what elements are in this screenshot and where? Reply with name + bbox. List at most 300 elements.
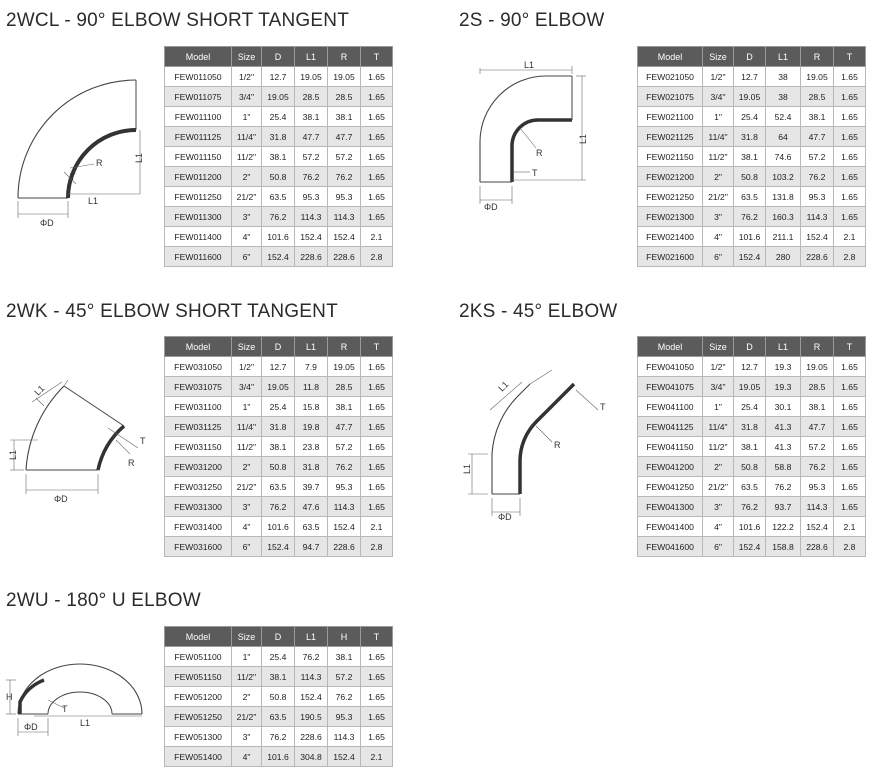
table-cell-r: 47.7 [328, 417, 361, 437]
table-cell-l1: 304.8 [295, 747, 328, 767]
table-cell-t: 1.65 [834, 207, 866, 227]
label-length: L1 [32, 383, 47, 398]
table-cell-size: 21/2" [232, 187, 262, 207]
table-cell-t: 1.65 [834, 87, 866, 107]
table-cell-r: 19.05 [801, 67, 834, 87]
table-cell-r: 95.3 [801, 477, 834, 497]
table-cell-l1: 94.7 [295, 537, 328, 557]
table-cell-d: 25.4 [262, 647, 295, 667]
table-cell-size: 2" [703, 457, 734, 477]
column-header-size: Size [232, 47, 262, 67]
table-cell-model: FEW041050 [638, 357, 703, 377]
table-cell-size: 2" [232, 167, 262, 187]
table-cell-model: FEW011150 [165, 147, 232, 167]
table-cell-t: 2.8 [361, 537, 393, 557]
table-cell-r: 228.6 [328, 247, 361, 267]
table-row [638, 187, 866, 207]
table-cell-t: 1.65 [361, 687, 393, 707]
table-cell-l1: 15.8 [295, 397, 328, 417]
table-cell-t: 1.65 [361, 647, 393, 667]
table-cell-model: FEW041400 [638, 517, 703, 537]
table-cell-size: 1" [703, 107, 734, 127]
table-cell-r: 228.6 [801, 247, 834, 267]
table-cell-d: 12.7 [262, 357, 295, 377]
table-row [165, 247, 393, 267]
table-cell-size: 3/4" [232, 87, 262, 107]
table-cell-r: 114.3 [801, 497, 834, 517]
table-cell-size: 21/2" [703, 187, 734, 207]
table-cell-size: 3" [232, 497, 262, 517]
column-header-r: R [328, 337, 361, 357]
table-cell-l1: 31.8 [295, 457, 328, 477]
table-row [638, 357, 866, 377]
table-row [638, 167, 866, 187]
table-cell-model: FEW021150 [638, 147, 703, 167]
table-cell-t: 1.65 [834, 127, 866, 147]
table-cell-r: 114.3 [801, 207, 834, 227]
table-cell-r: 19.05 [328, 67, 361, 87]
column-header-d: D [262, 627, 295, 647]
table-cell-model: FEW011075 [165, 87, 232, 107]
table-cell-model: FEW041075 [638, 377, 703, 397]
table-cell-r: 57.2 [801, 437, 834, 457]
label-length-vertical: L1 [134, 152, 144, 163]
table-cell-l1: 228.6 [295, 727, 328, 747]
table-row [165, 537, 393, 557]
table-row [638, 127, 866, 147]
table-cell-l1: 211.1 [766, 227, 801, 247]
table-cell-l1: 38 [766, 87, 801, 107]
label-thickness: T [600, 402, 606, 412]
table-cell-model: FEW031050 [165, 357, 232, 377]
table-cell-r: 114.3 [328, 207, 361, 227]
table-cell-l1: 19.8 [295, 417, 328, 437]
table-cell-t: 1.65 [361, 397, 393, 417]
table-cell-l1: 152.4 [295, 227, 328, 247]
table-row [165, 227, 393, 247]
table-cell-l1: 122.2 [766, 517, 801, 537]
table-cell-l1: 76.2 [766, 477, 801, 497]
table-cell-r: 95.3 [328, 187, 361, 207]
table-cell-model: FEW021050 [638, 67, 703, 87]
table-cell-model: FEW031400 [165, 517, 232, 537]
table-cell-model: FEW021250 [638, 187, 703, 207]
table-cell-size: 11/2" [703, 147, 734, 167]
table-cell-t: 1.65 [361, 457, 393, 477]
table-cell-h: 76.2 [328, 687, 361, 707]
table-cell-model: FEW011125 [165, 127, 232, 147]
table-row [165, 127, 393, 147]
table-cell-size: 11/4" [703, 127, 734, 147]
table-cell-t: 1.65 [361, 187, 393, 207]
table-cell-model: FEW031250 [165, 477, 232, 497]
table-cell-l1: 19.3 [766, 357, 801, 377]
table-cell-model: FEW011300 [165, 207, 232, 227]
table-cell-t: 1.65 [834, 477, 866, 497]
label-length: L1 [524, 60, 535, 70]
table-cell-d: 76.2 [262, 207, 295, 227]
table-cell-l1: 64 [766, 127, 801, 147]
table-cell-size: 1" [232, 107, 262, 127]
table-cell-t: 1.65 [361, 667, 393, 687]
column-header-size: Size [703, 337, 734, 357]
table-cell-model: FEW051150 [165, 667, 232, 687]
table-cell-h: 57.2 [328, 667, 361, 687]
table-cell-size: 11/2" [232, 667, 262, 687]
label-radius: R [128, 458, 135, 468]
table-cell-d: 50.8 [262, 457, 295, 477]
table-cell-t: 1.65 [834, 377, 866, 397]
table-cell-size: 1/2" [232, 67, 262, 87]
table-cell-r: 57.2 [328, 147, 361, 167]
table-cell-l1: 38 [766, 67, 801, 87]
table-cell-t: 1.65 [834, 167, 866, 187]
table-cell-size: 1" [232, 647, 262, 667]
column-header-model: Model [165, 627, 232, 647]
column-header-d: D [262, 47, 295, 67]
table-cell-model: FEW051100 [165, 647, 232, 667]
spec-table-2wk [164, 336, 393, 557]
table-header-row [165, 337, 393, 357]
table-row [638, 477, 866, 497]
table-cell-l1: 47.6 [295, 497, 328, 517]
table-cell-t: 2.1 [834, 517, 866, 537]
table-cell-r: 228.6 [328, 537, 361, 557]
spec-table-2ks [637, 336, 866, 557]
table-cell-size: 6" [703, 247, 734, 267]
table-cell-size: 11/2" [232, 437, 262, 457]
table-cell-model: FEW021300 [638, 207, 703, 227]
table-row [165, 67, 393, 87]
table-cell-r: 76.2 [801, 167, 834, 187]
column-header-model: Model [165, 47, 232, 67]
table-cell-d: 101.6 [262, 517, 295, 537]
table-cell-d: 63.5 [262, 707, 295, 727]
section-title-2wk: 2WK - 45° ELBOW SHORT TANGENT [6, 301, 338, 322]
table-cell-d: 101.6 [734, 227, 766, 247]
table-cell-l1: 39.7 [295, 477, 328, 497]
table-cell-d: 63.5 [262, 477, 295, 497]
table-cell-l1: 76.2 [295, 647, 328, 667]
table-row [638, 207, 866, 227]
table-cell-size: 4" [232, 517, 262, 537]
table-cell-size: 21/2" [703, 477, 734, 497]
table-cell-l1: 11.8 [295, 377, 328, 397]
table-cell-model: FEW021125 [638, 127, 703, 147]
table-cell-r: 76.2 [328, 457, 361, 477]
table-cell-t: 2.8 [361, 247, 393, 267]
table-cell-t: 1.65 [361, 377, 393, 397]
table-cell-l1: 228.6 [295, 247, 328, 267]
table-cell-d: 38.1 [262, 437, 295, 457]
table-cell-size: 6" [232, 537, 262, 557]
table-cell-d: 152.4 [262, 247, 295, 267]
table-cell-model: FEW011250 [165, 187, 232, 207]
table-cell-size: 3" [703, 497, 734, 517]
table-cell-l1: 47.7 [295, 127, 328, 147]
column-header-d: D [734, 337, 766, 357]
table-cell-d: 19.05 [734, 377, 766, 397]
column-header-t: T [834, 47, 866, 67]
table-row [638, 397, 866, 417]
table-cell-t: 2.1 [361, 227, 393, 247]
column-header-model: Model [165, 337, 232, 357]
table-cell-size: 6" [703, 537, 734, 557]
table-cell-model: FEW021100 [638, 107, 703, 127]
table-cell-r: 38.1 [801, 397, 834, 417]
table-cell-l1: 30.1 [766, 397, 801, 417]
table-row [165, 147, 393, 167]
table-cell-d: 31.8 [734, 127, 766, 147]
table-cell-r: 28.5 [801, 377, 834, 397]
table-cell-t: 2.1 [834, 227, 866, 247]
elbow-45-short-tangent-diagram [8, 370, 158, 510]
table-cell-d: 25.4 [734, 107, 766, 127]
table-cell-size: 4" [232, 747, 262, 767]
table-cell-d: 63.5 [734, 187, 766, 207]
label-length-vertical: L1 [578, 133, 588, 144]
table-row [638, 87, 866, 107]
table-row [165, 207, 393, 227]
table-row [638, 247, 866, 267]
table-cell-l1: 280 [766, 247, 801, 267]
table-cell-r: 28.5 [801, 87, 834, 107]
table-cell-t: 2.1 [361, 517, 393, 537]
table-row [638, 517, 866, 537]
column-header-h: H [328, 627, 361, 647]
table-row [638, 67, 866, 87]
table-cell-d: 12.7 [734, 357, 766, 377]
table-cell-t: 1.65 [834, 107, 866, 127]
label-length-lower: L1 [8, 449, 18, 460]
label-radius: R [96, 158, 103, 168]
table-cell-d: 50.8 [734, 457, 766, 477]
table-cell-d: 63.5 [734, 477, 766, 497]
table-cell-r: 152.4 [801, 517, 834, 537]
table-cell-t: 1.65 [361, 107, 393, 127]
table-cell-l1: 41.3 [766, 417, 801, 437]
table-cell-l1: 158.8 [766, 537, 801, 557]
column-header-l1: L1 [766, 337, 801, 357]
table-cell-model: FEW031075 [165, 377, 232, 397]
label-height: H [6, 692, 13, 702]
table-row [165, 497, 393, 517]
table-cell-model: FEW011050 [165, 67, 232, 87]
column-header-t: T [834, 337, 866, 357]
column-header-model: Model [638, 337, 703, 357]
table-cell-size: 11/4" [703, 417, 734, 437]
label-diameter: ΦD [54, 494, 68, 504]
table-cell-model: FEW031300 [165, 497, 232, 517]
table-cell-d: 152.4 [262, 537, 295, 557]
table-cell-d: 101.6 [734, 517, 766, 537]
table-cell-r: 95.3 [801, 187, 834, 207]
table-row [638, 437, 866, 457]
table-cell-t: 1.65 [834, 67, 866, 87]
table-cell-t: 1.65 [834, 187, 866, 207]
table-row [165, 747, 393, 767]
table-cell-model: FEW021600 [638, 247, 703, 267]
table-cell-t: 2.8 [834, 247, 866, 267]
table-row [165, 187, 393, 207]
table-row [165, 477, 393, 497]
table-cell-h: 95.3 [328, 707, 361, 727]
table-cell-r: 57.2 [328, 437, 361, 457]
table-cell-t: 1.65 [361, 167, 393, 187]
table-cell-t: 1.65 [834, 147, 866, 167]
table-cell-size: 2" [232, 457, 262, 477]
table-cell-l1: 19.3 [766, 377, 801, 397]
table-cell-d: 19.05 [734, 87, 766, 107]
table-cell-size: 3" [232, 207, 262, 227]
table-cell-d: 31.8 [262, 127, 295, 147]
table-cell-t: 1.65 [361, 357, 393, 377]
table-cell-size: 21/2" [232, 707, 262, 727]
table-cell-size: 11/4" [232, 417, 262, 437]
table-cell-l1: 19.05 [295, 67, 328, 87]
column-header-t: T [361, 47, 393, 67]
label-diameter: ΦD [24, 722, 38, 732]
table-cell-l1: 28.5 [295, 87, 328, 107]
table-cell-d: 12.7 [262, 67, 295, 87]
table-row [165, 437, 393, 457]
table-cell-h: 152.4 [328, 747, 361, 767]
table-cell-l1: 52.4 [766, 107, 801, 127]
label-thickness: T [62, 704, 68, 714]
table-cell-l1: 63.5 [295, 517, 328, 537]
elbow-90-short-tangent-diagram [10, 68, 150, 228]
table-cell-r: 76.2 [328, 167, 361, 187]
table-cell-h: 38.1 [328, 647, 361, 667]
column-header-r: R [328, 47, 361, 67]
column-header-r: R [801, 47, 834, 67]
table-cell-l1: 57.2 [295, 147, 328, 167]
table-cell-r: 28.5 [328, 87, 361, 107]
label-diameter: ΦD [484, 202, 498, 212]
table-cell-size: 21/2" [232, 477, 262, 497]
table-cell-t: 2.1 [361, 747, 393, 767]
table-cell-t: 1.65 [834, 357, 866, 377]
table-cell-d: 25.4 [262, 107, 295, 127]
table-cell-t: 1.65 [361, 127, 393, 147]
label-thickness: T [532, 168, 538, 178]
table-cell-d: 38.1 [262, 147, 295, 167]
table-row [165, 87, 393, 107]
table-cell-d: 152.4 [734, 247, 766, 267]
table-cell-d: 101.6 [262, 747, 295, 767]
table-cell-size: 3/4" [232, 377, 262, 397]
table-cell-l1: 74.6 [766, 147, 801, 167]
table-cell-size: 3/4" [703, 377, 734, 397]
table-row [638, 227, 866, 247]
table-cell-h: 114.3 [328, 727, 361, 747]
table-cell-d: 25.4 [734, 397, 766, 417]
table-row [165, 397, 393, 417]
table-cell-r: 28.5 [328, 377, 361, 397]
table-cell-l1: 152.4 [295, 687, 328, 707]
table-cell-t: 1.65 [834, 397, 866, 417]
table-cell-model: FEW041200 [638, 457, 703, 477]
table-cell-l1: 58.8 [766, 457, 801, 477]
table-row [638, 537, 866, 557]
table-cell-l1: 131.8 [766, 187, 801, 207]
table-cell-r: 38.1 [328, 107, 361, 127]
table-row [638, 457, 866, 477]
table-cell-d: 38.1 [734, 147, 766, 167]
table-cell-l1: 93.7 [766, 497, 801, 517]
table-cell-d: 12.7 [734, 67, 766, 87]
spec-table-2wcl [164, 46, 393, 267]
table-cell-t: 1.65 [834, 417, 866, 437]
table-cell-model: FEW041300 [638, 497, 703, 517]
table-cell-model: FEW031200 [165, 457, 232, 477]
table-cell-model: FEW041100 [638, 397, 703, 417]
table-cell-size: 4" [703, 517, 734, 537]
table-cell-l1: 160.3 [766, 207, 801, 227]
section-title-2wu: 2WU - 180° U ELBOW [6, 590, 201, 611]
table-row [165, 687, 393, 707]
table-cell-size: 6" [232, 247, 262, 267]
column-header-l1: L1 [295, 47, 328, 67]
section-title-2wcl: 2WCL - 90° ELBOW SHORT TANGENT [6, 10, 349, 31]
column-header-d: D [734, 47, 766, 67]
table-cell-d: 50.8 [262, 687, 295, 707]
table-cell-l1: 114.3 [295, 207, 328, 227]
table-cell-l1: 41.3 [766, 437, 801, 457]
column-header-size: Size [232, 337, 262, 357]
table-row [165, 377, 393, 397]
table-row [638, 497, 866, 517]
column-header-t: T [361, 627, 393, 647]
table-cell-model: FEW011400 [165, 227, 232, 247]
table-cell-l1: 7.9 [295, 357, 328, 377]
label-length-lower: L1 [462, 463, 472, 474]
table-row [638, 377, 866, 397]
table-cell-model: FEW011600 [165, 247, 232, 267]
table-cell-t: 1.65 [361, 437, 393, 457]
table-cell-model: FEW051200 [165, 687, 232, 707]
table-row [165, 107, 393, 127]
table-cell-r: 57.2 [801, 147, 834, 167]
table-cell-d: 76.2 [262, 727, 295, 747]
label-thickness: T [140, 436, 146, 446]
table-row [165, 417, 393, 437]
table-cell-model: FEW021400 [638, 227, 703, 247]
table-cell-model: FEW041125 [638, 417, 703, 437]
section-title-2ks: 2KS - 45° ELBOW [459, 301, 618, 322]
table-cell-t: 1.65 [361, 477, 393, 497]
table-cell-t: 1.65 [834, 437, 866, 457]
table-cell-t: 1.65 [361, 497, 393, 517]
label-diameter: ΦD [40, 218, 54, 228]
table-cell-size: 3/4" [703, 87, 734, 107]
column-header-l1: L1 [295, 627, 328, 647]
table-cell-model: FEW031150 [165, 437, 232, 457]
table-cell-r: 47.7 [801, 127, 834, 147]
table-cell-model: FEW051250 [165, 707, 232, 727]
table-cell-d: 152.4 [734, 537, 766, 557]
table-row [165, 727, 393, 747]
table-cell-r: 228.6 [801, 537, 834, 557]
table-cell-r: 19.05 [328, 357, 361, 377]
table-row [638, 417, 866, 437]
column-header-t: T [361, 337, 393, 357]
table-cell-t: 1.65 [361, 207, 393, 227]
table-cell-d: 50.8 [262, 167, 295, 187]
table-cell-model: FEW051400 [165, 747, 232, 767]
table-cell-model: FEW051300 [165, 727, 232, 747]
table-cell-l1: 103.2 [766, 167, 801, 187]
